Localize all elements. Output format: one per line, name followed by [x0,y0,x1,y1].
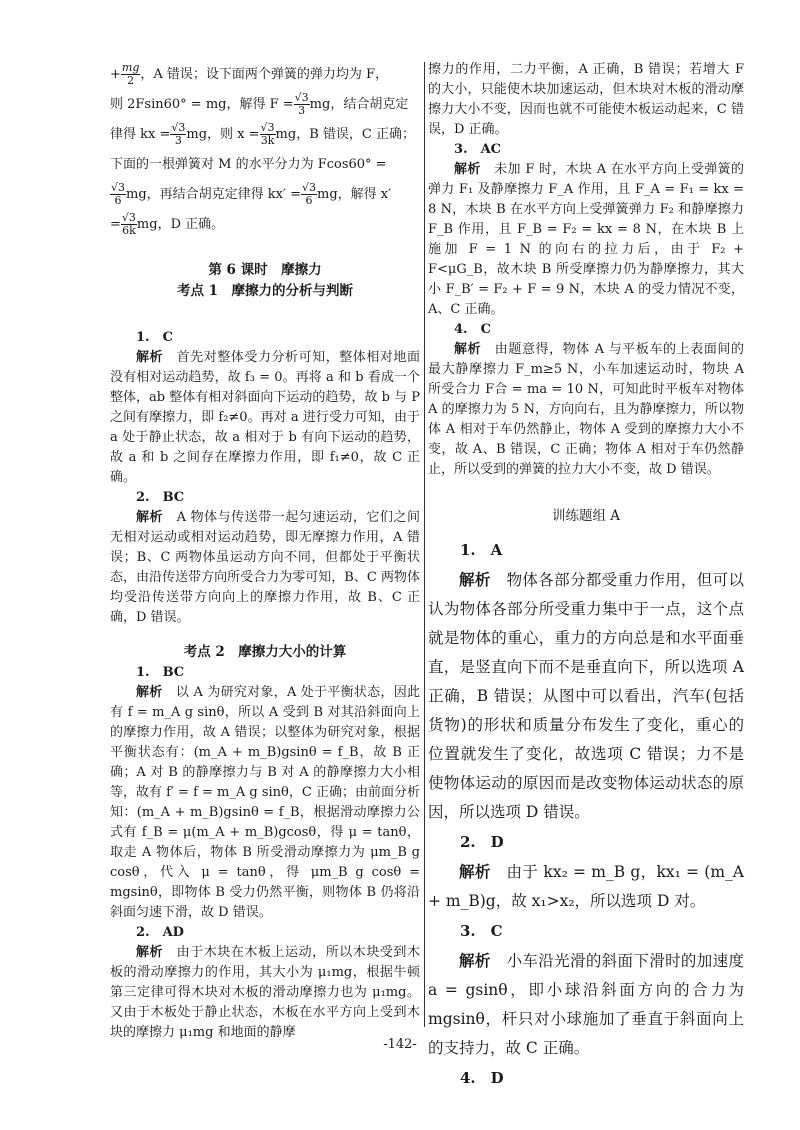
explanation: 解析 由于 kx₂ = m_B g，kx₁ = (m_A + m_B)g，故 x₁>x₂，所以选项 D 对。 [428,862,744,910]
answer-label: 2. D [460,833,504,851]
explanation: 解析 物体各部分都受重力作用，但可以认为物体各部分所受重力集中于一点，这个点就是物体的重心，重力的方向总是和水平面垂直，是竖直向下而不是垂直向下，所以选项 A 正确，B 错误；从图中可以看出，汽车(包括货物)的形状和质量分布发生了变化，重心的位置就发生了变化，故选项 C 错误；力不是使物体运动的原因而是改变物体运动状态的原因，所以选项 D 错误。 [428,570,744,821]
explanation: 解析 由题意得，物体 A 与平板车的上表面间的最大静摩擦力 F_m≥5 N，小车加速运动时，物块 A 所受合力 F合 = ma = 10 N，可知此时平板车对物体 A 的摩擦力为 5 N，方向向右，且为静摩擦力，所以物体 A 相对于车仍然静止，物体 A 受到的摩擦力大小不变，故 A、B 错误，C 正确；物体 A 相对于车仍然静止，所以受到的弹簧的拉力大小不变，故 D 错误。 [428,342,744,477]
explanation: 解析 以 A 为研究对象，A 处于平衡状态，因此有 f = m_A g sinθ，所以 A 受到 B 对其沿斜面向上的摩擦力作用，故 A 错误；以整体为研究对象，根据平衡状态有：(m_A + m_B)gsinθ = f_B，故 B 正确；A 对 B 的静摩擦力与 B 对 A 的静摩擦力大小相等，故有 f′ = f = m_A g sinθ，C 正确；由前面分析知：(m_A + m_B)gsinθ = f_B，根据滑动摩擦力公式有 f_B = μ(m_A + m_B)gcosθ，得 μ = tanθ，取走 A 物体后，物体 B 所受滑动摩擦力为 μm_B g cosθ，代入 μ = tanθ，得 μm_B g cosθ = mgsinθ，即物体 B 受力仍然平衡，则物体 B 仍将沿斜面匀速下滑，故 D 错误。 [110,685,420,920]
explanation: 解析 A 物体与传送带一起匀速运动，它们之间无相对运动或相对运动趋势，即无摩擦力作用，A 错误；B、C 两物体虽运动方向不同，但都处于平衡状态，由沿传送带方向所受合力为零可知，B、C 两物体均受沿传送带方向向上的摩擦力作用，故 B、C 正确，D 错误。 [110,510,420,625]
answer-label: 1. C [136,330,173,345]
column-divider [424,62,425,1027]
answer-label: 4. D [460,1069,504,1087]
answer-label: 3. AC [454,142,502,157]
answer-label: 2. BC [136,490,185,505]
answer-label: 1. BC [136,665,185,680]
answer-label: 3. C [460,922,503,940]
answer-label: 4. C [454,322,491,337]
right-column [428,60,744,1093]
continuation-paragraph: + $\frac{mg}{2}$ ，A 错误；设下面两个弹簧的弹力均为 F， 则 2Fsin60° = mg，解得 F = $\frac{√3}{3}$ mg，结合胡克定 律得 kx = $\frac{√3}{3}$ mg，则 x = $\frac{√3}{3k}$ mg，B 错误，C 正确； 下面的一根弹簧对 M 的水平分力为 Fcos60° = $\frac{√3}{6}$ mg，再结合胡克定律得 kx′ = $\frac{√3}{6}$ mg，解得 x′ = $\frac{√3}{6k}$ mg，D 正确。 [110,61,415,237]
page-number: -142- [383,1037,417,1052]
group-title: 训练题组 A [551,508,621,524]
left-column [110,60,420,1043]
continuation-paragraph: 擦力的作用，二力平衡，A 正确，B 错误；若增大 F 的大小，只能使木块加速运动，但木块对木板的滑动摩擦力大小不变，因而也就不可能使木板运动起来，C 错误，D 正确。 [428,62,744,137]
lesson-title: 第 6 课时 摩擦力 [208,262,322,278]
answer-label: 1. A [460,541,503,559]
explanation: 解析 小车沿光滑的斜面下滑时的加速度 a = gsinθ，即小球沿斜面方向的合力为 mgsinθ，杆只对小球施加了垂直于斜面向上的支持力，故 C 正确。 [428,951,744,1057]
explanation: 解析 由于木块在木板上运动，所以木块受到木板的滑动摩擦力的作用，其大小为 μ₁mg，根据牛顿第三定律可得木块对木板的滑动摩擦力也为 μ₁mg。又由于木板处于静止状态，木板在水平方向上受到木块的摩擦力 μ₁mg 和地面的静摩 [110,945,420,1040]
answer-label: 2. AD [136,925,184,940]
explanation: 解析 首先对整体受力分析可知，整体相对地面没有相对运动趋势，故 f₃ = 0。再将 a 和 b 看成一个整体，ab 整体有相对斜面向下运动的趋势，故 b 与 P 之间有摩擦力，即 f₂≠0。再对 a 进行受力可知，由于 a 处于静止状态，故 a 相对于 b 有向下运动的趋势，故 a 和 b 之间存在摩擦力作用，即 f₁≠0，故 C 正确。 [110,350,420,485]
section-title: 考点 2 摩擦力大小的计算 [183,644,347,660]
section-title: 考点 1 摩擦力的分析与判断 [176,283,354,299]
explanation: 解析 未加 F 时，木块 A 在水平方向上受弹簧的弹力 F₁ 及静摩擦力 F_A 作用，且 F_A = F₁ = kx = 8 N，木块 B 在水平方向上受弹簧弹力 F₂ 和静摩擦力 F_B 作用，且 F_B = F₂ = kx = 8 N，在木块 B 上施加 F = 1 N 的向右的拉力后，由于 F₂ + F<μG_B，故木块 B 所受摩擦力仍为静摩擦力，其大小 F_B′ = F₂ + F = 9 N，木块 A 的受力情况不变，A、C 正确。 [428,162,744,317]
